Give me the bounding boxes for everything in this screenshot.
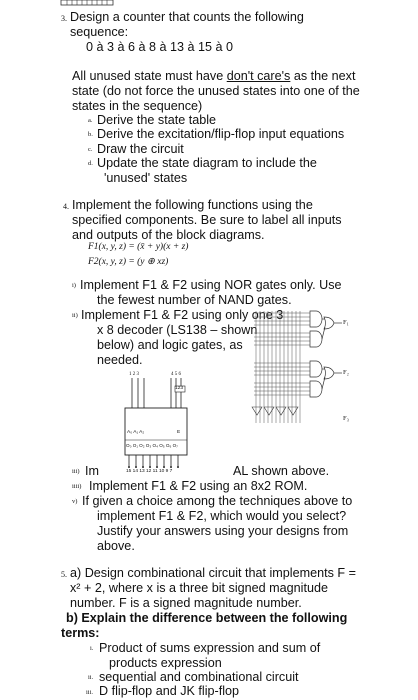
q4-iii-text-start: Im xyxy=(85,464,99,478)
q4-v-line3: Justify your answers using your designs from xyxy=(97,524,349,538)
q3-item-d-line2: 'unused' states xyxy=(104,171,188,185)
pal-output-label: F₁ xyxy=(343,319,349,326)
decoder-wiring xyxy=(119,372,209,476)
q4-iii-marker: iii) xyxy=(72,468,80,475)
decoder-figure xyxy=(119,372,209,476)
q3-item-marker: c. xyxy=(88,146,93,153)
q3-paragraph-line1 xyxy=(72,69,355,84)
q4-ii-line3: below) and logic gates, as xyxy=(97,338,243,352)
decoder-top-pins-enable: 4 5 6 xyxy=(171,372,181,377)
q5-item-marker: i. xyxy=(90,645,94,652)
q4-ii-line2: x 8 decoder (LS138 – shown xyxy=(97,323,258,337)
q3-paragraph-line2: state (do not force the unused states into one of the xyxy=(72,84,360,98)
q4-v-line1: If given a choice among the techniques above to xyxy=(82,494,353,508)
q5-item-iii: D flip-flop and JK flip-flop xyxy=(99,684,239,698)
q4-i-line2: the fewest number of NAND gates. xyxy=(97,293,292,307)
q4-line3: and outputs of the block diagrams. xyxy=(72,228,265,242)
q4-i-line1: Implement F1 & F2 using NOR gates only. Use xyxy=(80,278,342,292)
q3-dont-cares: don't care's xyxy=(226,69,291,83)
q3-para-text: All unused state must have xyxy=(72,69,227,83)
q5-b-line1: b) Explain the difference between the following xyxy=(66,611,348,625)
q4-i-marker: i) xyxy=(72,282,76,289)
pal-array xyxy=(250,305,350,455)
q3-item-marker: b. xyxy=(88,131,93,138)
q4-iii-text-end: AL shown above. xyxy=(233,464,330,478)
q3-number: 3. xyxy=(61,14,67,23)
q4-f1-formula: F1(x, y, z) = (x̄ + y)(x + z) xyxy=(88,242,189,252)
q5-item-i: Product of sums expression and sum of xyxy=(99,641,321,655)
q4-v-line2: implement F1 & F2, which would you select? xyxy=(97,509,347,523)
decoder-bottom-pins: 15 14 13 12 11 10 9 7 xyxy=(126,469,173,474)
q4-ii-line1: Implement F1 & F2 using only one 3 xyxy=(81,308,284,322)
q5-item-marker: ii. xyxy=(88,674,94,681)
q5-item-ii: sequential and combinational circuit xyxy=(99,670,299,684)
pal-figure xyxy=(250,305,350,455)
q3-item-a: Derive the state table xyxy=(97,113,217,127)
q3-item-marker: d. xyxy=(88,160,93,167)
q5-a-line1: a) Design combinational circuit that implements F = xyxy=(70,566,356,580)
pal-output-label: F₃ xyxy=(343,415,349,422)
decoder-outputs: O₀ O₁ O₂ O₃ O₄ O₅ O₆ O₇ xyxy=(126,443,178,448)
q3-title-line2: sequence: xyxy=(70,25,129,39)
q4-ii-line4: needed. xyxy=(97,353,143,367)
pal-output-label: F₂ xyxy=(343,369,349,376)
q3-para-text: as the next xyxy=(290,69,356,83)
q5-number: 5. xyxy=(61,570,67,579)
q4-f2-formula: F2(x, y, z) = (y ⊕ xz) xyxy=(88,257,169,267)
q4-iiii-text: Implement F1 & F2 using an 8x2 ROM. xyxy=(89,479,308,493)
decoder-address-inputs: A₀ A₁ A₂ xyxy=(127,430,145,435)
q4-iiii-marker: iiii) xyxy=(72,483,82,490)
q5-b-line2: terms: xyxy=(61,626,100,640)
q5-item-marker: iii. xyxy=(86,689,94,696)
q3-item-b: Derive the excitation/flip-flop input equations xyxy=(97,127,345,141)
q4-v-marker: v) xyxy=(72,498,78,505)
q4-line2: specified components. Be sure to label all inputs xyxy=(72,213,342,227)
q3-paragraph-line3: states in the sequence) xyxy=(72,99,203,113)
q4-number: 4. xyxy=(63,202,69,211)
q3-item-c: Draw the circuit xyxy=(97,142,184,156)
decoder-enable-input: E xyxy=(177,430,181,435)
decoder-chip-id: 123 xyxy=(175,386,184,391)
q3-item-marker: a. xyxy=(88,117,93,124)
q5-a-line3: number. F is a signed magnitude number. xyxy=(70,596,302,610)
q4-line1: Implement the following functions using the xyxy=(72,198,313,212)
q5-item-i-line2: products expression xyxy=(109,656,222,670)
q5-a-line2: x² + 2, where x is a three bit signed magnitude xyxy=(70,581,328,595)
q3-sequence: 0 à 3 à 6 à 8 à 13 à 15 à 0 xyxy=(86,40,234,54)
q3-title-line1: Design a counter that counts the following xyxy=(70,10,304,24)
q4-v-line4: above. xyxy=(97,539,135,553)
q3-item-d: Update the state diagram to include the xyxy=(97,156,317,170)
decoder-top-pins-address: 1 2 3 xyxy=(129,372,139,377)
q4-ii-marker: ii) xyxy=(72,312,78,319)
header-corner-graphic xyxy=(61,0,113,6)
